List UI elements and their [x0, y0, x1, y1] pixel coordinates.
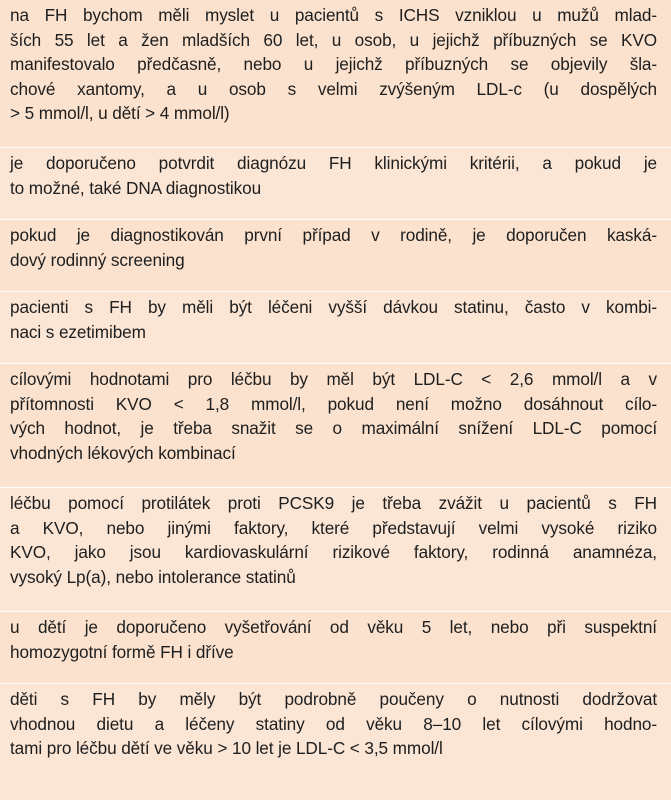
row-line: u dětí je doporučeno vyšetřování od věku 5 let, nebo při suspektní — [10, 617, 657, 637]
row-line: pacienti s FH by měli být léčeni vyšší dávkou statinu, často v kombi- — [10, 297, 657, 317]
row-line: je doporučeno potvrdit diagnózu FH klinickými kritérii, a pokud je — [10, 153, 657, 173]
row-line: ších 55 let a žen mladších 60 let, u osob, u jejichž příbuzných se KVO — [10, 29, 657, 50]
table-row — [0, 292, 671, 364]
row-line: vhodných lékových kombinací — [10, 442, 236, 463]
table-row — [0, 488, 671, 612]
row-line: to možné, také DNA diagnostikou — [10, 177, 262, 198]
row-line: děti s FH by měly být podrobně poučeny o nutnosti dodržovat — [10, 689, 657, 709]
row-line: na FH bychom měli myslet u pacientů s ICHS vzniklou u mužů mlad- — [10, 5, 657, 25]
row-line: a KVO, nebo jinými faktory, které představují velmi vysoké riziko — [10, 517, 657, 538]
row-line: > 5 mmol/l, u dětí > 4 mmol/l) — [10, 103, 230, 124]
row-line: dový rodinný screening — [10, 249, 185, 270]
table-row — [0, 0, 671, 148]
row-line: přítomnosti KVO < 1,8 mmol/l, pokud není možno dosáhnout cílo- — [10, 393, 657, 414]
table-row — [0, 612, 671, 684]
row-line: naci s ezetimibem — [10, 321, 146, 342]
row-line: chové xantomy, a u osob s velmi zvýšeným LDL-c (u dospělých — [10, 78, 657, 99]
row-line: homozygotní formě FH i dříve — [10, 641, 234, 662]
table-row — [0, 684, 671, 800]
row-line: pokud je diagnostikován první případ v rodině, je doporučen kaská- — [10, 225, 657, 245]
row-line: vhodnou dietu a léčeny statiny od věku 8–10 let cílovými hodno- — [10, 713, 657, 734]
row-line: tami pro léčbu dětí ve věku > 10 let je LDL-C < 3,5 mmol/l — [10, 738, 443, 759]
row-line: KVO, jako jsou kardiovaskulární rizikové faktory, rodinná anamnéza, — [10, 542, 657, 563]
row-line: vých hodnot, je třeba snažit se o maximální snížení LDL-C pomocí — [10, 418, 657, 439]
row-line: léčbu pomocí protilátek proti PCSK9 je třeba zvážit u pacientů s FH — [10, 493, 657, 513]
table-row — [0, 220, 671, 292]
table-row — [0, 148, 671, 220]
row-line: vysoký Lp(a), nebo intolerance statinů — [10, 566, 296, 587]
row-line: manifestovalo předčasně, nebo u jejichž příbuzných se objevily šla- — [10, 54, 657, 75]
table-row — [0, 364, 671, 488]
row-line: cílovými hodnotami pro léčbu by měl být LDL-C < 2,6 mmol/l a v — [10, 369, 657, 389]
